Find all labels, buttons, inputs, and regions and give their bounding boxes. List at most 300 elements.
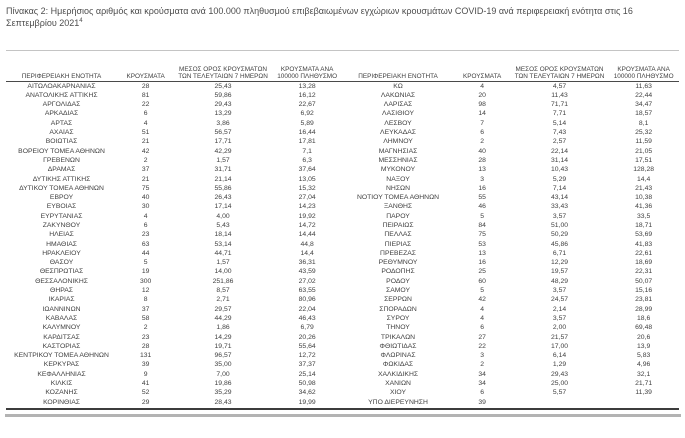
region-name-cell: ΣΑΜΟΥ <box>386 287 411 295</box>
table-row <box>343 389 680 398</box>
per-100k-cell: 7,1 <box>302 147 312 155</box>
cases-cell: 46 <box>478 203 486 211</box>
mean-7day-cell: 25,43 <box>214 82 232 90</box>
mean-7day-cell: 35,00 <box>214 361 232 369</box>
region-name-cell: ΧΑΛΚΙΔΙΚΗΣ <box>377 370 419 378</box>
regional-cases-table-left <box>6 51 343 407</box>
region-name-cell: ΠΙΕΡΙΑΣ <box>384 240 412 248</box>
mean-7day-cell: 17,00 <box>551 342 569 350</box>
per-100k-cell: 22,67 <box>298 101 316 109</box>
mean-7day-cell: 96,57 <box>214 352 232 360</box>
mean-7day-cell: 7,00 <box>216 370 230 378</box>
region-name-cell: ΚΑΡΔΙΤΣΑΣ <box>43 333 80 341</box>
cases-cell: 63 <box>141 240 150 248</box>
table-row <box>343 268 680 277</box>
per-100k-cell: 16,44 <box>298 129 316 137</box>
region-name-cell: ΙΩΑΝΝΙΝΩΝ <box>42 305 81 313</box>
region-name-cell: ΓΡΕΒΕΝΩΝ <box>43 156 80 164</box>
region-name-cell: ΔΥΤΙΚΗΣ ΑΤΤΙΚΗΣ <box>32 175 91 183</box>
cases-cell: 42 <box>478 296 486 304</box>
table-right-half <box>343 51 680 407</box>
per-100k-cell: 21,71 <box>635 380 653 388</box>
cases-cell: 34 <box>478 370 486 378</box>
region-name-cell: ΙΚΑΡΙΑΣ <box>48 296 75 304</box>
per-100k-cell: 13,28 <box>298 82 316 90</box>
table-row <box>343 259 680 268</box>
mean-7day-cell: 5,29 <box>552 175 567 183</box>
cases-cell: 16 <box>478 259 486 267</box>
cases-cell: 39 <box>141 361 150 369</box>
mean-7day-cell: 51,00 <box>551 221 569 229</box>
per-100k-cell: 19,99 <box>298 398 316 406</box>
region-name-cell: ΘΑΣΟΥ <box>49 259 74 267</box>
table-row <box>6 324 343 333</box>
mean-7day-cell: 17,71 <box>214 138 232 146</box>
table-header <box>343 51 680 82</box>
per-100k-cell: 43,59 <box>298 268 316 276</box>
table-row <box>343 157 680 166</box>
region-name-cell: ΖΑΚΥΝΘΟΥ <box>42 221 81 229</box>
region-name-cell: ΑΡΤΑΣ <box>50 119 73 127</box>
per-100k-cell: 11,59 <box>635 138 652 146</box>
header-row <box>6 51 343 82</box>
covid-regional-table <box>6 50 679 409</box>
per-100k-cell: 18,57 <box>635 110 653 118</box>
mean-7day-cell: 26,43 <box>214 194 232 202</box>
cases-cell: 5 <box>143 259 148 267</box>
cases-cell: 6 <box>480 389 485 397</box>
per-100k-cell: 11,63 <box>635 82 652 90</box>
per-100k-cell: 19,92 <box>298 212 316 220</box>
region-name-cell: ΚΕΦΑΛΛΗΝΙΑΣ <box>37 370 86 378</box>
table-caption <box>6 5 674 29</box>
per-100k-cell: 36,31 <box>298 259 316 267</box>
region-name-cell: ΑΙΤΩΛΟΑΚΑΡΝΑΝΙΑΣ <box>27 82 96 90</box>
cases-cell: 84 <box>478 221 486 229</box>
footnote-marker: 4 <box>79 18 83 25</box>
per-100k-cell: 20,6 <box>637 333 651 341</box>
mean-7day-cell: 4,57 <box>552 82 567 90</box>
table-body-left <box>6 82 343 408</box>
region-name-cell: ΕΒΡΟΥ <box>49 194 74 202</box>
table-row <box>6 361 343 370</box>
per-100k-cell: 22,61 <box>635 249 653 257</box>
mean-7day-cell: 14,00 <box>214 268 232 276</box>
page-divider-rule <box>5 414 681 417</box>
table-row <box>6 333 343 342</box>
table-row <box>6 212 343 221</box>
per-100k-cell: 41,36 <box>635 203 653 211</box>
mean-7day-cell: 42,29 <box>214 147 232 155</box>
region-name-cell: ΡΟΔΟΥ <box>386 277 410 285</box>
per-100k-cell: 14,72 <box>298 221 316 229</box>
cases-cell: 23 <box>141 231 150 239</box>
region-name-cell: ΧΙΟΥ <box>390 389 407 397</box>
table-row <box>6 110 343 119</box>
per-100k-cell: 80,96 <box>298 296 316 304</box>
cases-cell: 6 <box>143 221 148 229</box>
cases-cell: 4 <box>143 119 148 127</box>
region-name-cell: ΑΧΑΪΑΣ <box>49 129 74 137</box>
cases-cell: 22 <box>478 342 486 350</box>
col-header-per-100k: ΚΡΟΥΣΜΑΤΑ ΑΝΑ 100000 ΠΛΗΘΥΣΜΟ <box>608 51 679 82</box>
per-100k-cell: 18,71 <box>635 221 653 229</box>
mean-7day-cell: 4,00 <box>216 212 230 220</box>
mean-7day-cell: 31,14 <box>551 156 569 164</box>
mean-7day-cell: 5,14 <box>552 119 567 127</box>
region-name-cell: ΚΟΡΙΝΘΙΑΣ <box>43 398 80 406</box>
per-100k-cell: 10,38 <box>635 194 653 202</box>
per-100k-cell: 50,07 <box>635 277 653 285</box>
region-name-cell: ΑΡΓΟΛΙΔΑΣ <box>42 101 81 109</box>
table-row <box>6 129 343 138</box>
per-100k-cell: 6,79 <box>300 324 314 332</box>
cases-cell: 9 <box>143 370 148 378</box>
region-name-cell: ΦΛΩΡΙΝΑΣ <box>380 352 416 360</box>
per-100k-cell: 128,28 <box>633 166 655 174</box>
cases-cell: 29 <box>141 398 150 406</box>
table-row <box>343 194 680 203</box>
mean-7day-cell: 7,71 <box>552 110 567 118</box>
per-100k-cell: 55,64 <box>298 342 316 350</box>
mean-7day-cell: 71,71 <box>551 101 569 109</box>
mean-7day-cell: 3,86 <box>216 119 230 127</box>
cases-cell: 40 <box>141 194 150 202</box>
per-100k-cell: 25,14 <box>298 370 316 378</box>
region-name-cell: ΦΘΙΩΤΙΔΑΣ <box>379 342 417 350</box>
mean-7day-cell: 1,86 <box>216 324 230 332</box>
mean-7day-cell: 2,00 <box>552 324 567 332</box>
cases-cell: 81 <box>141 91 150 99</box>
region-name-cell: ΚΑΒΑΛΑΣ <box>45 314 78 322</box>
region-name-cell: ΚΟΖΑΝΗΣ <box>45 389 78 397</box>
region-name-cell: ΞΑΝΘΗΣ <box>383 203 413 211</box>
mean-7day-cell: 50,29 <box>551 231 569 239</box>
table-row <box>343 240 680 249</box>
per-100k-cell: 28,99 <box>635 305 653 313</box>
table-row <box>343 185 680 194</box>
table-row <box>343 203 680 212</box>
table-row <box>343 324 680 333</box>
per-100k-cell: 15,16 <box>635 287 653 295</box>
region-name-cell: ΔΡΑΜΑΣ <box>47 166 76 174</box>
mean-7day-cell: 3,57 <box>552 314 567 322</box>
per-100k-cell: 44,8 <box>300 240 314 248</box>
per-100k-cell <box>608 398 679 407</box>
mean-7day-cell: 21,14 <box>214 175 232 183</box>
mean-7day-cell: 59,86 <box>214 91 232 99</box>
table-row <box>343 287 680 296</box>
region-name-cell: ΘΗΡΑΣ <box>50 287 73 295</box>
cases-cell: 51 <box>141 129 150 137</box>
region-name-cell: ΘΕΣΠΡΩΤΙΑΣ <box>39 268 84 276</box>
per-100k-cell: 17,81 <box>298 138 316 146</box>
col-header-region: ΠΕΡΙΦΕΡΕΙΑΚΗ ΕΝΟΤΗΤΑ <box>343 51 454 82</box>
cases-cell: 30 <box>141 203 150 211</box>
region-name-cell: ΑΝΑΤΟΛΙΚΗΣ ΑΤΤΙΚΗΣ <box>25 91 98 99</box>
col-header-cases: ΚΡΟΥΣΜΑΤΑ <box>117 51 174 82</box>
cases-cell: 2 <box>143 156 148 164</box>
cases-cell: 4 <box>143 212 148 220</box>
table-row <box>6 305 343 314</box>
region-name-cell: ΚΑΣΤΟΡΙΑΣ <box>42 342 81 350</box>
cases-cell: 7 <box>480 119 485 127</box>
region-name-cell: ΦΩΚΙΔΑΣ <box>382 361 414 369</box>
mean-7day-cell: 17,14 <box>214 203 232 211</box>
table-row <box>6 138 343 147</box>
table-row <box>6 222 343 231</box>
region-name-cell: ΜΥΚΟΝΟΥ <box>380 166 416 174</box>
mean-7day-cell: 251,86 <box>212 277 234 285</box>
region-name-cell: ΘΕΣΣΑΛΟΝΙΚΗΣ <box>35 277 88 285</box>
cases-cell: 53 <box>478 240 486 248</box>
mean-7day-cell: 31,71 <box>214 166 232 174</box>
cases-cell: 40 <box>478 147 486 155</box>
cases-cell: 13 <box>478 249 486 257</box>
cases-cell: 5 <box>480 212 485 220</box>
region-name-cell: ΧΑΝΙΩΝ <box>385 380 411 388</box>
mean-7day-cell: 1,29 <box>552 361 567 369</box>
per-100k-cell: 17,51 <box>635 156 653 164</box>
per-100k-cell: 23,81 <box>635 296 653 304</box>
cases-cell: 12 <box>141 287 150 295</box>
region-name-cell: ΣΠΟΡΑΔΩΝ <box>379 305 417 313</box>
region-name-cell: ΚΑΛΥΜΝΟΥ <box>42 324 81 332</box>
per-100k-cell: 5,89 <box>300 119 314 127</box>
cases-cell: 25 <box>478 268 486 276</box>
region-name-cell: ΡΕΘΥΜΝΟΥ <box>378 259 418 267</box>
mean-7day-cell: 6,71 <box>552 249 567 257</box>
mean-7day-cell: 3,57 <box>552 287 567 295</box>
cases-cell: 2 <box>143 324 148 332</box>
table-caption-text: Πίνακας 2: Ημερήσιος αριθμός και κρούσματα ανά 100.000 πληθυσμού επιβεβαιωμένων εγχώριων κρουσμάτων COVID-19 ανά περιφερειακή ενότητα στις 16 Σεπτεμβρίου 2021 <box>6 6 633 29</box>
region-name-cell: ΕΥΒΟΙΑΣ <box>46 203 77 211</box>
table-row <box>343 380 680 389</box>
per-100k-cell: 16,12 <box>298 91 316 99</box>
cases-cell: 3 <box>480 352 485 360</box>
region-name-cell: ΥΠΟ ΔΙΕΡΕΥΝΗΣΗ <box>368 398 428 406</box>
col-header-7day-mean: ΜΕΣΟΣ ΟΡΟΣ ΚΡΟΥΣΜΑΤΩΝ ΤΩΝ ΤΕΛΕΥΤΑΙΩΝ 7 ΗΜΕΡΩΝ <box>174 51 272 82</box>
region-name-cell: ΜΕΣΣΗΝΙΑΣ <box>378 156 418 164</box>
region-name-cell: ΛΗΜΝΟΥ <box>383 138 413 146</box>
table-row <box>6 147 343 156</box>
cases-cell: 75 <box>141 184 150 192</box>
per-100k-cell: 25,32 <box>635 129 653 137</box>
table-row <box>6 175 343 184</box>
per-100k-cell: 37,37 <box>298 361 316 369</box>
table-row <box>6 166 343 175</box>
region-name-cell: ΚΩ <box>393 82 403 90</box>
mean-7day-cell: 33,43 <box>551 203 569 211</box>
cases-cell: 44 <box>141 249 150 257</box>
table-row <box>6 157 343 166</box>
mean-7day-cell: 5,57 <box>552 389 567 397</box>
table-row <box>6 380 343 389</box>
per-100k-cell: 63,55 <box>298 287 316 295</box>
region-name-cell: ΡΟΔΟΠΗΣ <box>381 268 415 276</box>
mean-7day-cell: 2,14 <box>552 305 567 313</box>
cases-cell: 8 <box>143 296 148 304</box>
table-row <box>6 82 343 92</box>
col-header-7day-mean: ΜΕΣΟΣ ΟΡΟΣ ΚΡΟΥΣΜΑΤΩΝ ΤΩΝ ΤΕΛΕΥΤΑΙΩΝ 7 ΗΜΕΡΩΝ <box>511 51 609 82</box>
regional-cases-table-right <box>343 51 680 407</box>
mean-7day-cell: 44,29 <box>214 314 232 322</box>
region-name-cell: ΝΗΣΩΝ <box>386 184 411 192</box>
per-100k-cell: 14,44 <box>298 231 316 239</box>
cases-cell: 131 <box>139 352 152 360</box>
cases-cell: 21 <box>141 138 150 146</box>
header-row <box>343 51 680 82</box>
cases-cell: 6 <box>480 129 485 137</box>
region-name-cell: ΒΟΙΩΤΙΑΣ <box>45 138 78 146</box>
table-row <box>343 175 680 184</box>
mean-7day-cell: 2,71 <box>216 296 230 304</box>
cases-cell: 58 <box>141 314 150 322</box>
mean-7day-cell: 14,29 <box>214 333 232 341</box>
region-name-cell: ΣΕΡΡΩΝ <box>384 296 412 304</box>
cases-cell: 98 <box>478 101 486 109</box>
mean-7day-cell: 29,57 <box>214 305 232 313</box>
region-name-cell: ΗΜΑΘΙΑΣ <box>46 240 77 248</box>
region-name-cell: ΠΑΡΟΥ <box>386 212 410 220</box>
per-100k-cell: 27,02 <box>298 277 316 285</box>
mean-7day-cell: 29,43 <box>551 370 569 378</box>
mean-7day-cell: 28,43 <box>214 398 232 406</box>
table-row <box>6 231 343 240</box>
cases-cell: 39 <box>478 398 486 406</box>
per-100k-cell: 8,1 <box>638 119 649 127</box>
region-name-cell: ΣΥΡΟΥ <box>386 314 410 322</box>
cases-cell: 6 <box>143 110 148 118</box>
mean-7day-cell: 19,71 <box>214 342 232 350</box>
cases-cell: 52 <box>141 389 150 397</box>
cases-cell: 22 <box>141 101 150 109</box>
table-row <box>6 185 343 194</box>
per-100k-cell: 13,9 <box>637 342 651 350</box>
cases-cell: 3 <box>480 175 485 183</box>
table-row <box>6 92 343 101</box>
col-header-per-100k: ΚΡΟΥΣΜΑΤΑ ΑΝΑ 100000 ΠΛΗΘΥΣΜΟ <box>272 51 343 82</box>
per-100k-cell: 21,43 <box>635 184 653 192</box>
per-100k-cell: 27,04 <box>298 194 316 202</box>
region-name-cell: ΠΡΕΒΕΖΑΣ <box>380 249 416 257</box>
per-100k-cell: 13,05 <box>298 175 316 183</box>
cases-cell: 23 <box>141 333 150 341</box>
mean-7day-cell: 6,14 <box>552 352 567 360</box>
table-row <box>6 389 343 398</box>
table-row <box>343 305 680 314</box>
table-row <box>343 138 680 147</box>
table-row <box>6 370 343 379</box>
region-name-cell: ΝΑΞΟΥ <box>386 175 410 183</box>
region-name-cell: ΤΗΝΟΥ <box>386 324 410 332</box>
region-name-cell: ΑΡΚΑΔΙΑΣ <box>44 110 79 118</box>
region-name-cell: ΤΡΙΚΑΛΩΝ <box>380 333 416 341</box>
cases-cell: 28 <box>141 82 150 90</box>
table-row <box>343 296 680 305</box>
per-100k-cell: 50,98 <box>298 380 316 388</box>
mean-7day-cell: 7,43 <box>552 129 567 137</box>
region-name-cell: ΕΥΡΥΤΑΝΙΑΣ <box>40 212 83 220</box>
region-name-cell: ΚΙΛΚΙΣ <box>50 380 73 388</box>
per-100k-cell: 69,48 <box>635 324 653 332</box>
per-100k-cell: 22,04 <box>298 305 316 313</box>
region-name-cell: ΛΕΣΒΟΥ <box>384 119 412 127</box>
cases-cell: 75 <box>478 231 486 239</box>
region-name-cell: ΛΑΣΙΘΙΟΥ <box>382 110 414 118</box>
cases-cell: 4 <box>480 314 485 322</box>
mean-7day-cell: 43,14 <box>551 194 569 202</box>
table-row <box>6 315 343 324</box>
cases-cell: 6 <box>480 324 485 332</box>
region-name-cell: ΗΡΑΚΛΕΙΟΥ <box>42 249 81 257</box>
cases-cell: 14 <box>478 110 486 118</box>
per-100k-cell: 21,05 <box>635 147 653 155</box>
table-row <box>343 147 680 156</box>
per-100k-cell: 32,1 <box>637 370 651 378</box>
table-row <box>343 398 680 407</box>
mean-7day-cell: 1,57 <box>216 259 230 267</box>
region-name-cell: ΚΕΝΤΡΙΚΟΥ ΤΟΜΕΑ ΑΘΗΝΩΝ <box>14 352 109 360</box>
mean-7day-cell: 25,00 <box>551 380 569 388</box>
mean-7day-cell: 11,43 <box>551 91 568 99</box>
region-name-cell: ΚΕΡΚΥΡΑΣ <box>43 361 80 369</box>
mean-7day-cell: 19,86 <box>214 380 232 388</box>
cases-cell: 5 <box>480 287 485 295</box>
table-row <box>6 194 343 203</box>
per-100k-cell: 33,5 <box>637 212 651 220</box>
table-row <box>6 352 343 361</box>
table-row <box>343 315 680 324</box>
per-100k-cell: 34,62 <box>298 389 316 397</box>
mean-7day-cell: 19,57 <box>551 268 569 276</box>
cases-cell: 28 <box>141 342 150 350</box>
cases-cell: 60 <box>478 277 486 285</box>
region-name-cell: ΔΥΤΙΚΟΥ ΤΟΜΕΑ ΑΘΗΝΩΝ <box>19 184 104 192</box>
per-100k-cell: 53,69 <box>635 231 653 239</box>
region-name-cell: ΠΕΛΛΑΣ <box>384 231 412 239</box>
table-header <box>6 51 343 82</box>
cases-cell: 4 <box>480 305 485 313</box>
per-100k-cell: 22,31 <box>635 268 653 276</box>
mean-7day-cell: 1,57 <box>216 156 230 164</box>
mean-7day-cell: 5,43 <box>216 221 230 229</box>
mean-7day-cell: 10,43 <box>551 166 569 174</box>
table-row <box>6 203 343 212</box>
table-row <box>6 259 343 268</box>
mean-7day-cell: 44,71 <box>214 249 232 257</box>
per-100k-cell: 46,43 <box>298 314 316 322</box>
per-100k-cell: 20,26 <box>298 333 316 341</box>
per-100k-cell: 34,47 <box>635 101 653 109</box>
table-row <box>343 278 680 287</box>
table-row <box>343 101 680 110</box>
table-row <box>343 231 680 240</box>
table-row <box>6 268 343 277</box>
col-header-region: ΠΕΡΙΦΕΡΕΙΑΚΗ ΕΝΟΤΗΤΑ <box>6 51 117 82</box>
table-row <box>343 343 680 352</box>
per-100k-cell: 41,83 <box>635 240 653 248</box>
table-row <box>343 129 680 138</box>
mean-7day-cell: 56,57 <box>214 129 232 137</box>
mean-7day-cell: 45,86 <box>551 240 569 248</box>
table-row <box>6 287 343 296</box>
cases-cell: 37 <box>141 305 150 313</box>
table-row <box>6 119 343 128</box>
table-row <box>343 92 680 101</box>
per-100k-cell: 22,44 <box>635 91 653 99</box>
table-row <box>343 352 680 361</box>
